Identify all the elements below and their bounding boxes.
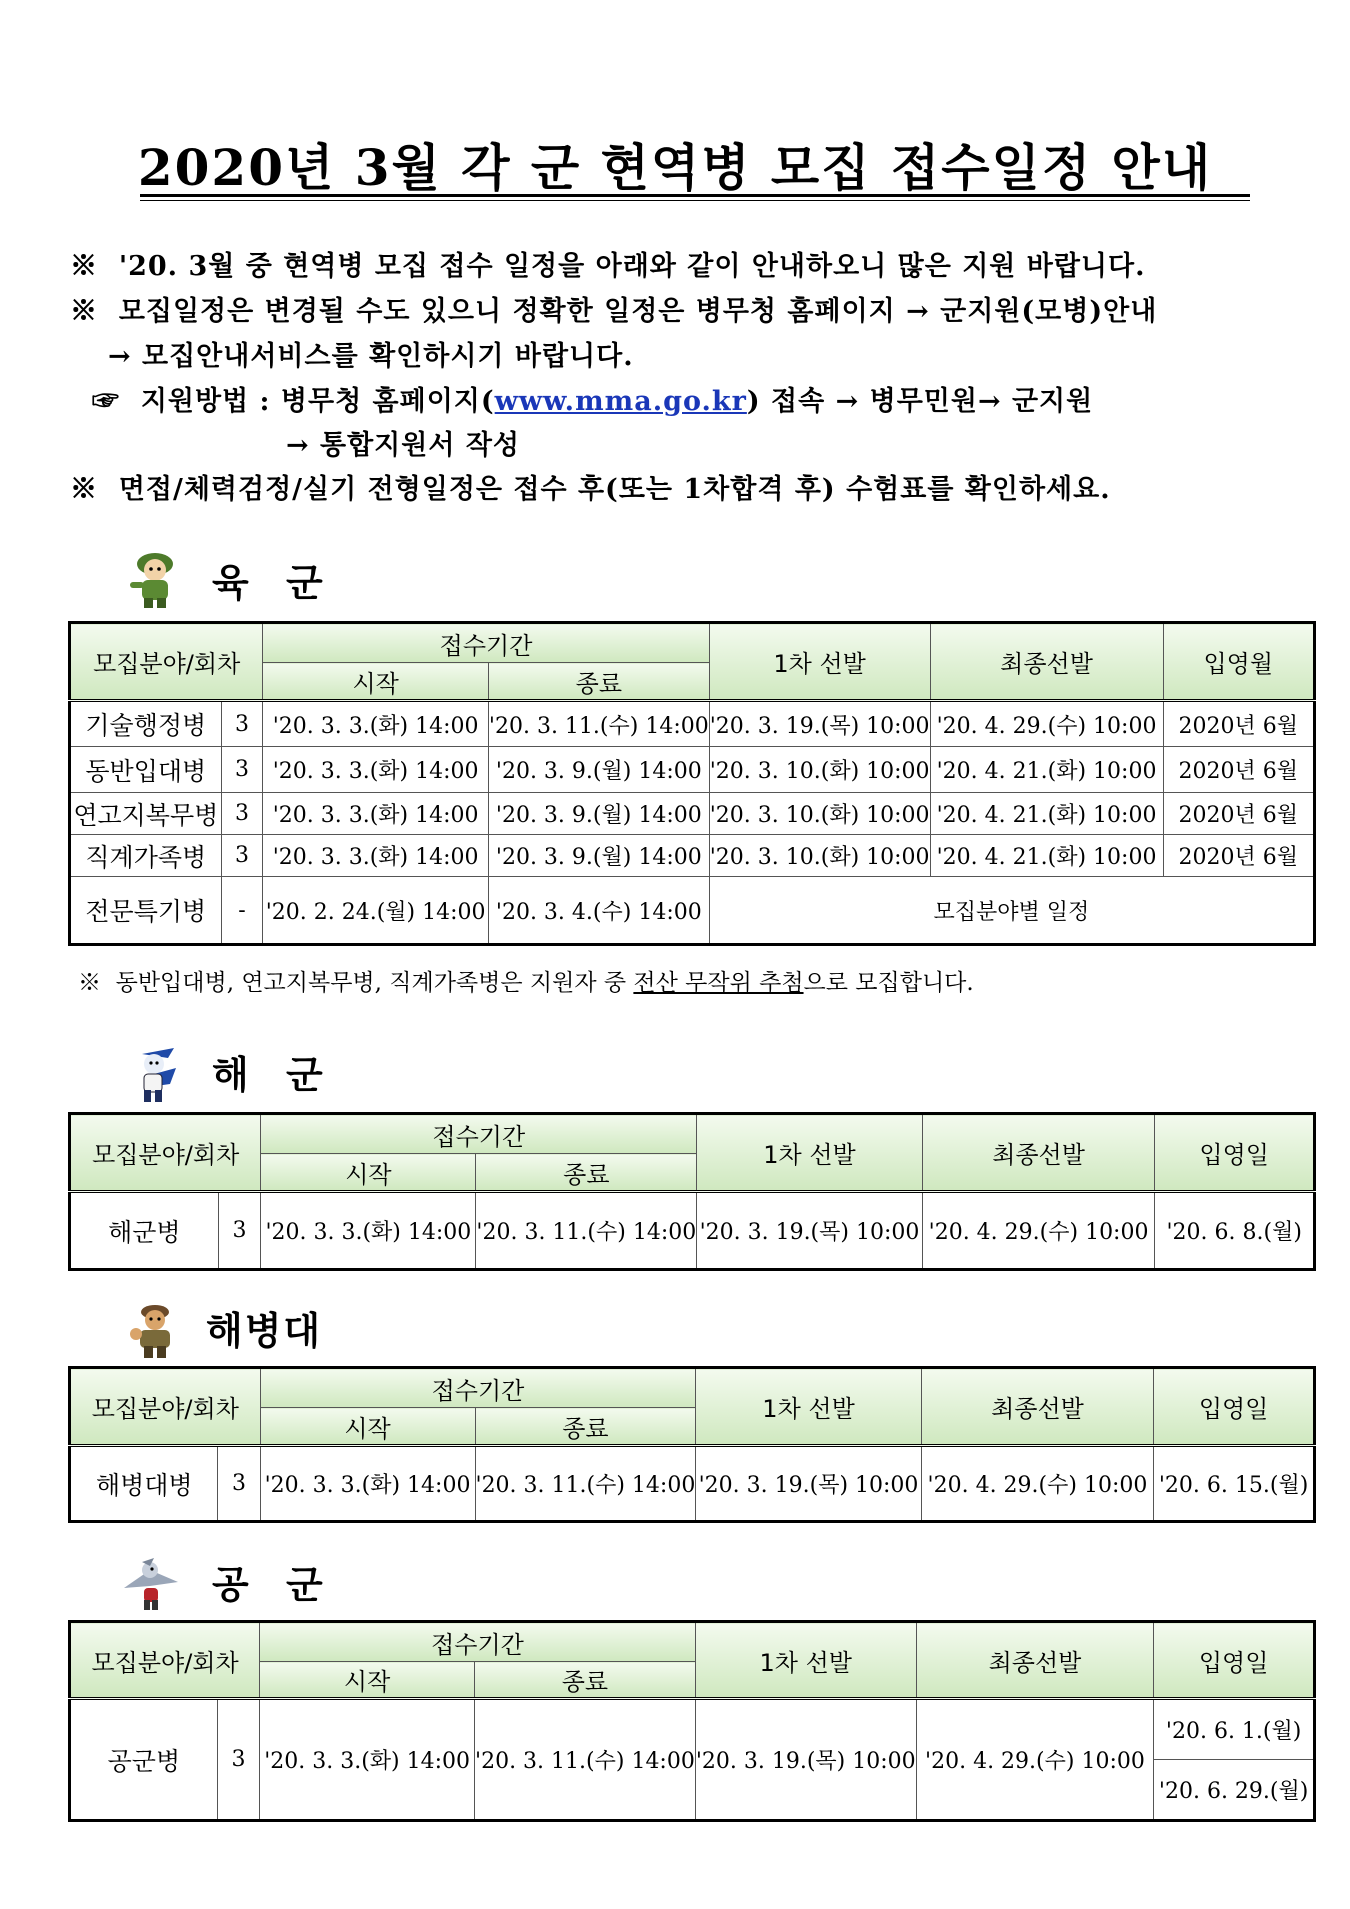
header-final-selection: 최종선발 (930, 623, 1163, 701)
enlist-cell: 2020년 6월 (1163, 835, 1314, 877)
marines-section-title: 해병대 (206, 1308, 323, 1353)
header-field-round: 모집분야/회차 (70, 1114, 261, 1192)
end-cell: '20. 3. 9.(월) 14:00 (488, 747, 709, 793)
field-cell: 공군병 (70, 1699, 218, 1821)
round-cell: 3 (221, 701, 263, 747)
navy-mascot-icon (124, 1044, 186, 1106)
round-cell: 3 (221, 747, 263, 793)
start-cell: '20. 3. 3.(화) 14:00 (260, 1699, 475, 1821)
table-row (70, 701, 1315, 747)
start-cell: '20. 2. 24.(월) 14:00 (263, 877, 489, 945)
marines-schedule-table (68, 1366, 1316, 1523)
enlist-cell: '20. 6. 15.(월) (1154, 1446, 1315, 1522)
final-cell: '20. 4. 29.(수) 10:00 (921, 1446, 1153, 1522)
enlist-cell: '20. 6. 8.(월) (1155, 1192, 1315, 1270)
header-end: 종료 (475, 1662, 696, 1699)
note-text: → 통합지원서 작성 (286, 430, 520, 461)
final-cell: '20. 4. 21.(화) 10:00 (930, 747, 1163, 793)
footnote-emphasis: 전산 무작위 추첨 (633, 970, 804, 996)
round-cell: 3 (221, 835, 263, 877)
field-specific-schedule-cell: 모집분야별 일정 (709, 877, 1314, 945)
field-cell: 전문특기병 (70, 877, 222, 945)
header-period: 접수기간 (260, 1622, 696, 1662)
note-3-cont (286, 423, 520, 462)
final-cell: '20. 4. 29.(수) 10:00 (930, 701, 1163, 747)
first-cell: '20. 3. 19.(목) 10:00 (709, 701, 930, 747)
first-cell: '20. 3. 19.(목) 10:00 (695, 1699, 916, 1821)
start-cell: '20. 3. 3.(화) 14:00 (260, 1446, 475, 1522)
airforce-section-title: 공 군 (212, 1562, 335, 1607)
header-start: 시작 (263, 663, 489, 701)
page-title: 2020년 3월 각 군 현역병 모집 접수일정 안내 (137, 138, 1213, 197)
header-start: 시작 (260, 1662, 475, 1699)
round-cell: - (221, 877, 263, 945)
note-text: → 모집안내서비스를 확인하시기 바랍니다. (108, 341, 634, 372)
start-cell: '20. 3. 3.(화) 14:00 (263, 793, 489, 835)
header-final-selection: 최종선발 (921, 1368, 1153, 1446)
army-footnote (78, 964, 974, 997)
field-cell: 기술행정병 (70, 701, 222, 747)
mma-homepage-link[interactable]: www.mma.go.kr (494, 386, 747, 417)
note-text: 지원방법 : 병무청 홈페이지( (140, 386, 495, 417)
note-3 (92, 379, 1093, 418)
navy-section-title: 해 군 (212, 1052, 335, 1097)
footnote-text: 으로 모집합니다. (803, 970, 974, 996)
end-cell: '20. 3. 4.(수) 14:00 (488, 877, 709, 945)
table-row (70, 1699, 1315, 1760)
end-cell: '20. 3. 11.(수) 14:00 (476, 1192, 697, 1270)
header-enlist: 입영일 (1154, 1622, 1315, 1699)
note-mark: ※ (70, 251, 98, 282)
header-start: 시작 (260, 1408, 475, 1446)
header-field-round: 모집분야/회차 (70, 623, 263, 701)
header-end: 종료 (476, 1154, 697, 1192)
pointing-hand-icon: ☞ (92, 386, 120, 417)
army-schedule-table (68, 621, 1316, 946)
enlist-cell: '20. 6. 29.(월) (1154, 1760, 1315, 1821)
army-mascot-icon (124, 548, 186, 610)
header-field-round: 모집분야/회차 (70, 1622, 260, 1699)
header-period: 접수기간 (263, 623, 709, 663)
final-cell: '20. 4. 21.(화) 10:00 (930, 835, 1163, 877)
start-cell: '20. 3. 3.(화) 14:00 (263, 747, 489, 793)
enlist-cell: 2020년 6월 (1163, 747, 1314, 793)
header-period: 접수기간 (260, 1368, 696, 1408)
navy-schedule-table (68, 1112, 1316, 1271)
round-cell: 3 (217, 1699, 259, 1821)
first-cell: '20. 3. 19.(목) 10:00 (696, 1446, 921, 1522)
field-cell: 동반입대병 (70, 747, 222, 793)
header-final-selection: 최종선발 (916, 1622, 1154, 1699)
note-mark: ※ (78, 970, 101, 996)
marines-mascot-icon (124, 1300, 186, 1362)
final-cell: '20. 4. 21.(화) 10:00 (930, 793, 1163, 835)
final-cell: '20. 4. 29.(수) 10:00 (922, 1192, 1155, 1270)
header-end: 종료 (488, 663, 709, 701)
first-cell: '20. 3. 19.(목) 10:00 (697, 1192, 922, 1270)
field-cell: 연고지복무병 (70, 793, 222, 835)
table-row (70, 747, 1315, 793)
note-4 (70, 467, 1111, 506)
first-cell: '20. 3. 10.(화) 10:00 (709, 835, 930, 877)
note-2 (70, 289, 1157, 328)
note-mark: ※ (70, 296, 98, 327)
note-text: 면접/체력검정/실기 전형일정은 접수 후(또는 1차합격 후) 수험표를 확인하세요. (118, 474, 1111, 505)
table-row (70, 1192, 1315, 1270)
airforce-mascot-icon (120, 1552, 182, 1614)
end-cell: '20. 3. 11.(수) 14:00 (488, 701, 709, 747)
round-cell: 3 (218, 1192, 261, 1270)
field-cell: 직계가족병 (70, 835, 222, 877)
final-cell: '20. 4. 29.(수) 10:00 (916, 1699, 1154, 1821)
first-cell: '20. 3. 10.(화) 10:00 (709, 747, 930, 793)
enlist-cell: '20. 6. 1.(월) (1154, 1699, 1315, 1760)
field-cell: 해병대병 (70, 1446, 218, 1522)
header-final-selection: 최종선발 (922, 1114, 1155, 1192)
table-row (70, 1446, 1315, 1522)
footnote-text: 동반입대병, 연고지복무병, 직계가족병은 지원자 중 (115, 970, 634, 996)
note-text: 모집일정은 변경될 수도 있으니 정확한 일정은 병무청 홈페이지 → 군지원(모병)안내 (118, 296, 1158, 327)
header-enlist: 입영일 (1154, 1368, 1315, 1446)
table-row (70, 877, 1315, 945)
note-text: '20. 3월 중 현역병 모집 접수 일정을 아래와 같이 안내하오니 많은 지원 바랍니다. (118, 251, 1146, 282)
end-cell: '20. 3. 9.(월) 14:00 (488, 835, 709, 877)
header-end: 종료 (475, 1408, 696, 1446)
header-first-selection: 1차 선발 (697, 1114, 922, 1192)
note-2-cont (108, 334, 634, 373)
start-cell: '20. 3. 3.(화) 14:00 (261, 1192, 476, 1270)
note-mark: ※ (70, 474, 98, 505)
start-cell: '20. 3. 3.(화) 14:00 (263, 835, 489, 877)
table-row (70, 835, 1315, 877)
end-cell: '20. 3. 11.(수) 14:00 (475, 1699, 696, 1821)
header-enlist: 입영일 (1155, 1114, 1315, 1192)
header-period: 접수기간 (261, 1114, 697, 1154)
title-rule (140, 194, 1250, 201)
round-cell: 3 (221, 793, 263, 835)
header-first-selection: 1차 선발 (709, 623, 930, 701)
header-start: 시작 (261, 1154, 476, 1192)
enlist-cell: 2020년 6월 (1163, 793, 1314, 835)
header-first-selection: 1차 선발 (696, 1368, 921, 1446)
round-cell: 3 (218, 1446, 260, 1522)
airforce-schedule-table (68, 1620, 1316, 1822)
note-text: ) 접속 → 병무민원→ 군지원 (746, 386, 1094, 417)
table-row (70, 793, 1315, 835)
end-cell: '20. 3. 9.(월) 14:00 (488, 793, 709, 835)
note-1 (70, 244, 1146, 283)
end-cell: '20. 3. 11.(수) 14:00 (475, 1446, 696, 1522)
header-first-selection: 1차 선발 (695, 1622, 916, 1699)
army-section-title: 육 군 (212, 560, 335, 605)
enlist-cell: 2020년 6월 (1163, 701, 1314, 747)
first-cell: '20. 3. 10.(화) 10:00 (709, 793, 930, 835)
field-cell: 해군병 (70, 1192, 219, 1270)
start-cell: '20. 3. 3.(화) 14:00 (263, 701, 489, 747)
header-enlist: 입영월 (1163, 623, 1314, 701)
header-field-round: 모집분야/회차 (70, 1368, 261, 1446)
